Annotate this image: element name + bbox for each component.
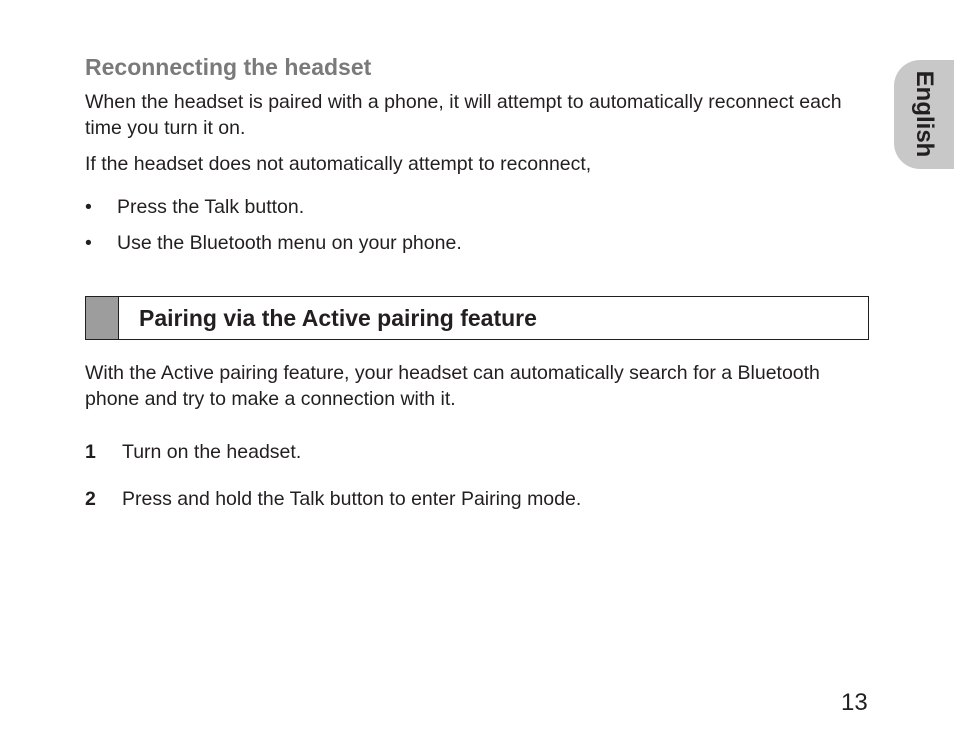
section-header-box [85,296,869,340]
section-heading-active-pairing: Pairing via the Active pairing feature [139,305,537,331]
language-label: English [911,70,938,158]
step-number: 2 [85,488,96,510]
section-heading-reconnecting: Reconnecting the headset [85,54,372,80]
bullet-item [85,194,304,220]
page-number: 13 [841,689,868,716]
language-tab [894,60,954,169]
reconnect-condition-paragraph: If the headset does not automatically attempt to reconnect, [85,153,592,175]
bullet-marker: • [85,232,92,254]
step-text: Turn on the headset. [122,441,302,463]
bullet-text: Use the Bluetooth menu on your phone. [117,232,462,254]
step-item [85,486,581,512]
step-number: 1 [85,441,96,463]
active-pairing-paragraph: With the Active pairing feature, your headset can automatically search for a Bluetooth phone and try to make a connection with it. [85,362,820,410]
bullet-item [85,230,462,256]
reconnect-paragraph: When the headset is paired with a phone, it will attempt to automatically reconnect each time you turn it on. [85,91,842,139]
bullet-marker: • [85,196,92,218]
step-text: Press and hold the Talk button to enter Pairing mode. [122,488,582,510]
step-item [85,439,301,465]
section-header-tab [86,297,119,339]
bullet-text: Press the Talk button. [117,196,305,218]
